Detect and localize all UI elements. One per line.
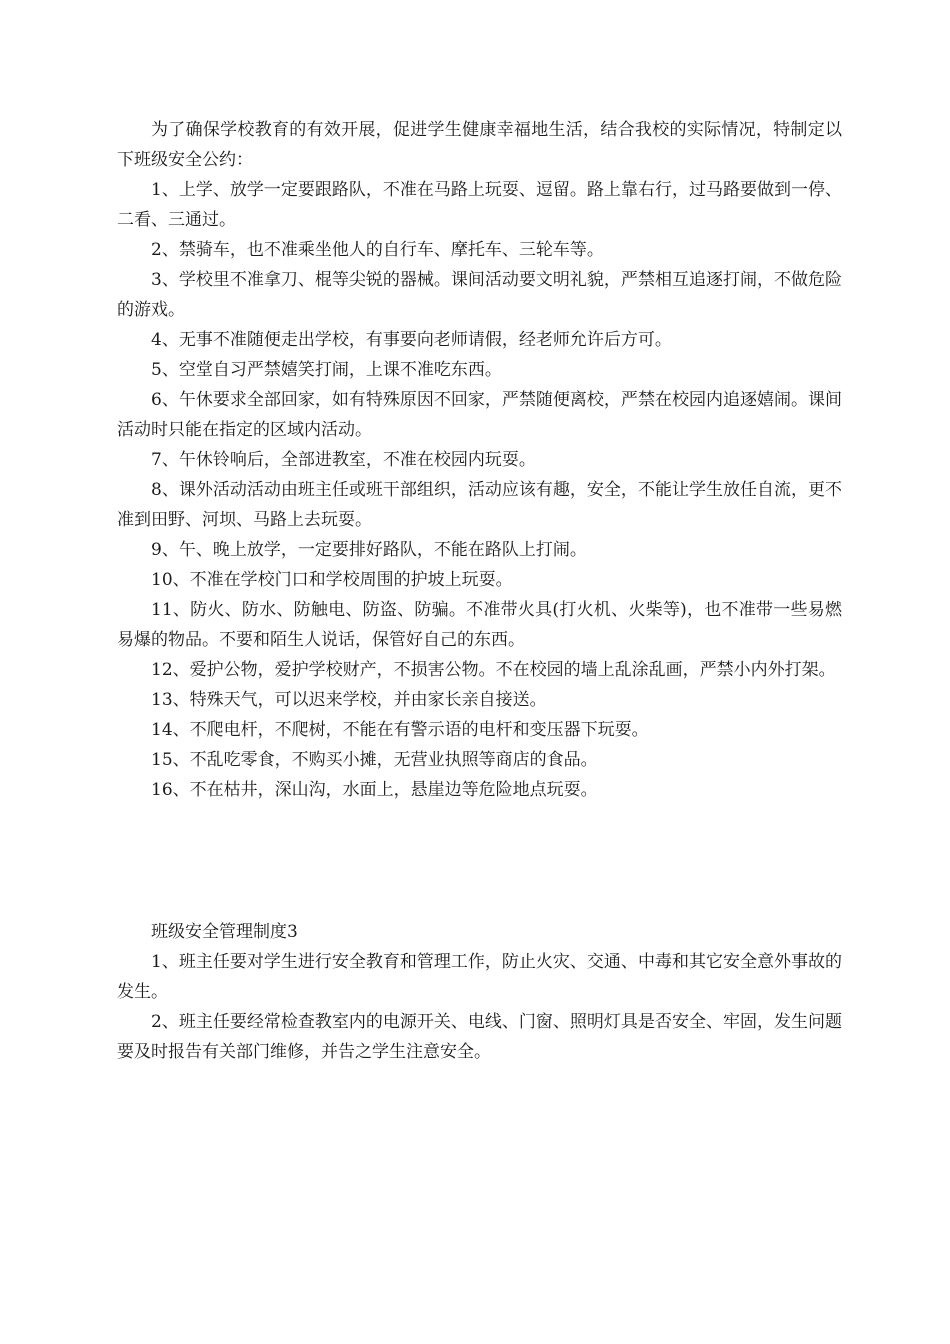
rule-item-10: 10、不准在学校门口和学校周围的护坡上玩耍。 xyxy=(151,570,513,590)
rule-item-7: 7、午休铃响后，全部进教室，不准在校园内玩耍。 xyxy=(151,450,536,470)
management-item-1: 1、班主任要对学生进行安全教育和管理工作，防止火灾、交通、中毒和其它安全意外事故的发生。 xyxy=(117,952,842,1002)
rule-item-2: 2、禁骑车，也不准乘坐他人的自行车、摩托车、三轮车等。 xyxy=(151,240,604,260)
rule-item-6: 6、午休要求全部回家，如有特殊原因不回家，严禁随便离校，严禁在校园内追逐嬉闹。课间活动时只能在指定的区域内活动。 xyxy=(117,390,842,440)
rule-item-3: 3、学校里不准拿刀、棍等尖锐的器械。课间活动要文明礼貌，严禁相互追逐打闹，不做危险的游戏。 xyxy=(117,270,842,320)
intro-paragraph: 为了确保学校教育的有效开展，促进学生健康幸福地生活，结合我校的实际情况，特制定以下班级安全公约： xyxy=(117,120,842,170)
rule-item-8: 8、课外活动活动由班主任或班干部组织，活动应该有趣，安全，不能让学生放任自流，更不准到田野、河坝、马路上去玩耍。 xyxy=(117,480,842,530)
section-spacer xyxy=(117,805,842,917)
rule-item-16: 16、不在枯井，深山沟，水面上，悬崖边等危险地点玩耍。 xyxy=(151,780,598,800)
rule-item-13: 13、特殊天气，可以迟来学校，并由家长亲自接送。 xyxy=(151,690,547,710)
section-title: 班级安全管理制度3 xyxy=(151,922,298,942)
rule-item-11: 11、防火、防水、防触电、防盗、防骗。不准带火具(打火机、火柴等)，也不准带一些易燃易爆的物品。不要和陌生人说话，保管好自己的东西。 xyxy=(117,600,842,650)
rule-item-12: 12、爱护公物，爱护学校财产，不损害公物。不在校园的墙上乱涂乱画，严禁小内外打架。 xyxy=(151,660,836,680)
rule-item-1: 1、上学、放学一定要跟路队，不准在马路上玩耍、逗留。路上靠右行，过马路要做到一停、二看、三通过。 xyxy=(117,180,842,230)
section-safety-convention xyxy=(117,115,842,805)
rule-item-9: 9、午、晚上放学，一定要排好路队，不能在路队上打闹。 xyxy=(151,540,587,560)
rule-item-15: 15、不乱吃零食，不购买小摊，无营业执照等商店的食品。 xyxy=(151,750,598,770)
rule-item-14: 14、不爬电杆，不爬树，不能在有警示语的电杆和变压器下玩耍。 xyxy=(151,720,649,740)
rule-item-5: 5、空堂自习严禁嬉笑打闹，上课不准吃东西。 xyxy=(151,360,502,380)
document-page xyxy=(117,115,842,1067)
rule-item-4: 4、无事不准随便走出学校，有事要向老师请假，经老师允许后方可。 xyxy=(151,330,672,350)
management-item-2: 2、班主任要经常检查教室内的电源开关、电线、门窗、照明灯具是否安全、牢固，发生问题要及时报告有关部门维修，并告之学生注意安全。 xyxy=(117,1012,842,1062)
section-management-system xyxy=(117,917,842,1067)
